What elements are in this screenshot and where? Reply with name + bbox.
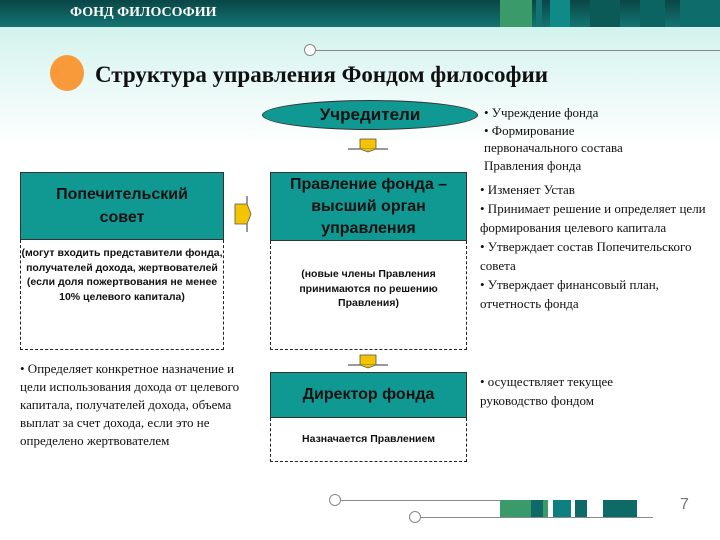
footer-stripe bbox=[553, 500, 571, 517]
footer-ring bbox=[409, 511, 421, 523]
duty-item: • Формирование первоначального состава Правления фонда bbox=[484, 122, 623, 173]
trustees-node: Попечительский совет bbox=[20, 172, 224, 240]
footer-stripe bbox=[531, 500, 543, 517]
title-bullet bbox=[50, 55, 84, 91]
director-duties: • осуществляет текущее руководство фондом bbox=[480, 374, 614, 408]
header-title: ФОНД ФИЛОСОФИИ bbox=[70, 5, 217, 20]
board-note: (новые члены Правления принимаются по решению Правления) bbox=[270, 241, 467, 350]
board-duties bbox=[480, 180, 710, 313]
founders-duties bbox=[484, 104, 664, 174]
footer-stripe bbox=[575, 500, 587, 517]
footer-line bbox=[340, 500, 500, 501]
footer-stripe bbox=[603, 500, 637, 517]
arrow-right-icon bbox=[234, 196, 252, 232]
director-note: Назначается Правлением bbox=[270, 418, 467, 462]
duty-item: • Изменяет Устав bbox=[480, 182, 575, 197]
arrow-down-icon bbox=[348, 353, 388, 369]
duty-item: • Принимает решение и определяет цели формирования целевого капитала bbox=[480, 201, 706, 235]
slide-title: Структура управления Фондом философии bbox=[95, 62, 548, 87]
footer-stripe bbox=[543, 500, 548, 517]
footer-ring bbox=[329, 494, 341, 506]
founders-node: Учредители bbox=[262, 100, 478, 130]
duty-item: • Утверждает финансовый план, отчетность фонда bbox=[480, 277, 659, 311]
duty-item: • Учреждение фонда bbox=[484, 105, 599, 120]
director-node: Директор фонда bbox=[270, 372, 467, 418]
divider-ring bbox=[304, 44, 316, 56]
duty-item: • Утверждает состав Попечительского совета bbox=[480, 239, 692, 273]
trustees-duties: • Определяет конкретное назначение и цели использования дохода от целевого капитала, получателей дохода, объема выплат за счет дохода, если это не определено жертвователем bbox=[20, 361, 240, 448]
footer-line bbox=[420, 517, 653, 518]
page-number: 7 bbox=[680, 496, 689, 513]
trustees-note: (могут входить представители фонда, получателей дохода, жертвователей (если доля пожертвования не менее 10% целевого капитала) bbox=[20, 240, 224, 350]
footer-stripe bbox=[500, 500, 531, 517]
arrow-down-icon bbox=[348, 137, 388, 153]
board-node: Правление фонда – высший орган управления bbox=[270, 172, 467, 241]
divider-line bbox=[315, 50, 720, 51]
